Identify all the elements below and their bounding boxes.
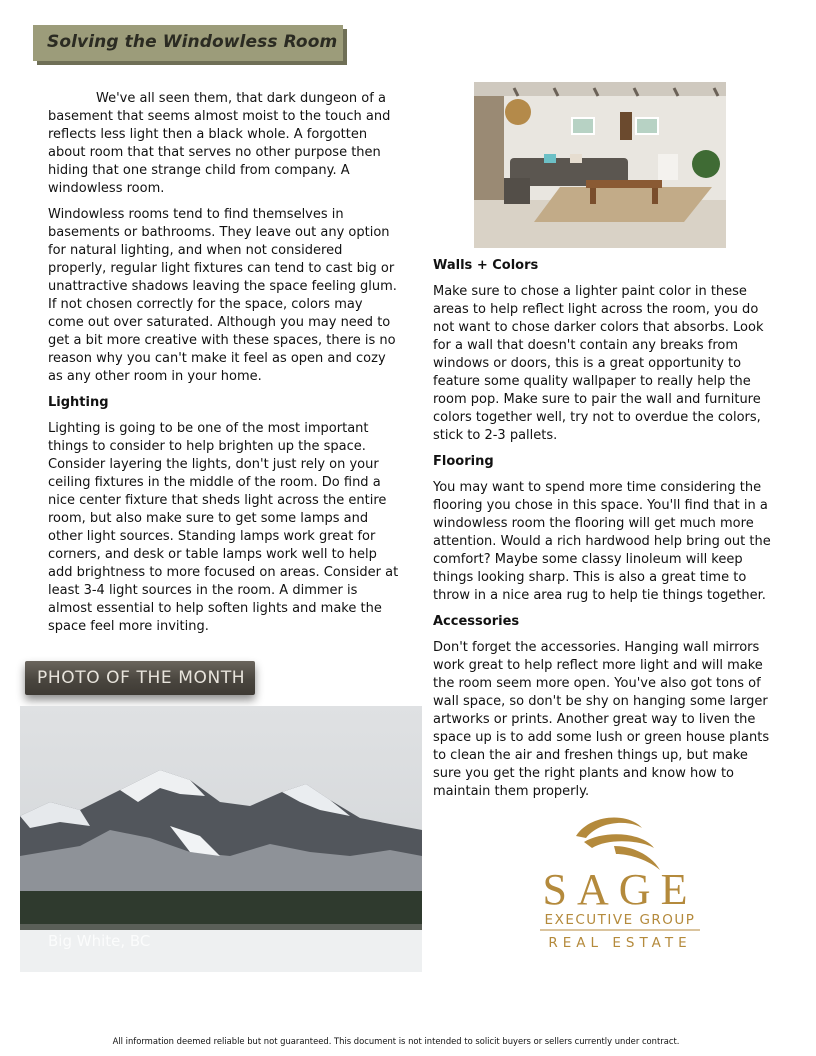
logo-line-1: EXECUTIVE GROUP — [544, 912, 696, 928]
logo-name: SAGE — [542, 865, 698, 914]
photo-of-the-month-banner — [25, 661, 255, 695]
intro-paragraph-2: Windowless rooms tend to find themselves in basements or bathrooms. They leave out any option for natural lighting, and when not considered properly, regular light fixtures can tend to cast big or unattractive shadows leaving the space feeling glum. If not chosen correctly for the space, colors may come out over saturated. Although you may need to get a bit more creative with these spaces, there is no reason why you can't make it feel as open and cozy as any other room in your home. — [48, 207, 397, 384]
page-title: Solving the Windowless Room — [47, 32, 338, 52]
flooring-heading: Flooring — [433, 454, 494, 469]
walls-body: Make sure to chose a lighter paint color in these areas to help reflect light across the room, you do not want to chose darker colors that absorbs. Look for a wall that doesn't contain any breaks from windows or doors, this is a great opportunity to feature some quality wallpaper to really help the room pop. Make sure to pair the wall and furniture colors together well, try not to overdue the colors, stick to 2-3 pallets. — [433, 284, 764, 443]
living-room-photo — [474, 82, 726, 248]
accessories-body: Don't forget the accessories. Hanging wall mirrors work great to help reflect more light and will make the room seem more open. You've also got tons of wall space, so don't be shy on hanging some larger artworks or prints. Another great way to liven the space up is to add some lush or green house plants to clean the air and freshen things up, but make sure you get the right plants and know how to maintain them properly. — [433, 640, 770, 799]
right-column — [433, 257, 773, 809]
photo-caption: Big White, BC — [48, 932, 151, 950]
intro-paragraph-1: We've all seen them, that dark dungeon of a basement that seems almost moist to the touch and reflects less light then a black whole. A forgotten about room that that serves no other purpose then hiding that one strange child from company. A windowless room. — [48, 91, 391, 196]
logo-line-2: REAL ESTATE — [548, 935, 692, 951]
flooring-body: You may want to spend more time considering the flooring you chose in this space. You'll find that in a windowless room the flooring will get much more attention. Would a rich hardwood help bring out the comfort? Maybe some classy linoleum will keep things looking sharp. This is also a great time to throw in a nice area rug to help tie things together. — [433, 480, 771, 603]
left-column — [48, 90, 400, 644]
photo-of-the-month-label: PHOTO OF THE MONTH — [37, 668, 246, 688]
lighting-body: Lighting is going to be one of the most important things to consider to help brighten up the space. Consider layering the lights, don't just rely on your ceiling fixtures in the middle of the room. Do find a nice center fixture that sheds light across the entire room, but also make sure to get some lamps and other light sources. Standing lamps work great for corners, and desk or table lamps work well to help add brightness to more focused on areas. Consider at least 3-4 light sources in the room. A dimmer is almost essential to help soften lights and make the space feel more inviting. — [48, 421, 399, 634]
footer-disclaimer: All information deemed reliable but not guaranteed. This document is not intended to solicit buyers or sellers currently under contract. — [112, 1036, 680, 1046]
accessories-heading: Accessories — [433, 614, 520, 629]
sage-logo — [530, 812, 710, 954]
walls-heading: Walls + Colors — [433, 258, 539, 273]
title-banner — [33, 25, 343, 61]
lighting-heading: Lighting — [48, 395, 109, 410]
